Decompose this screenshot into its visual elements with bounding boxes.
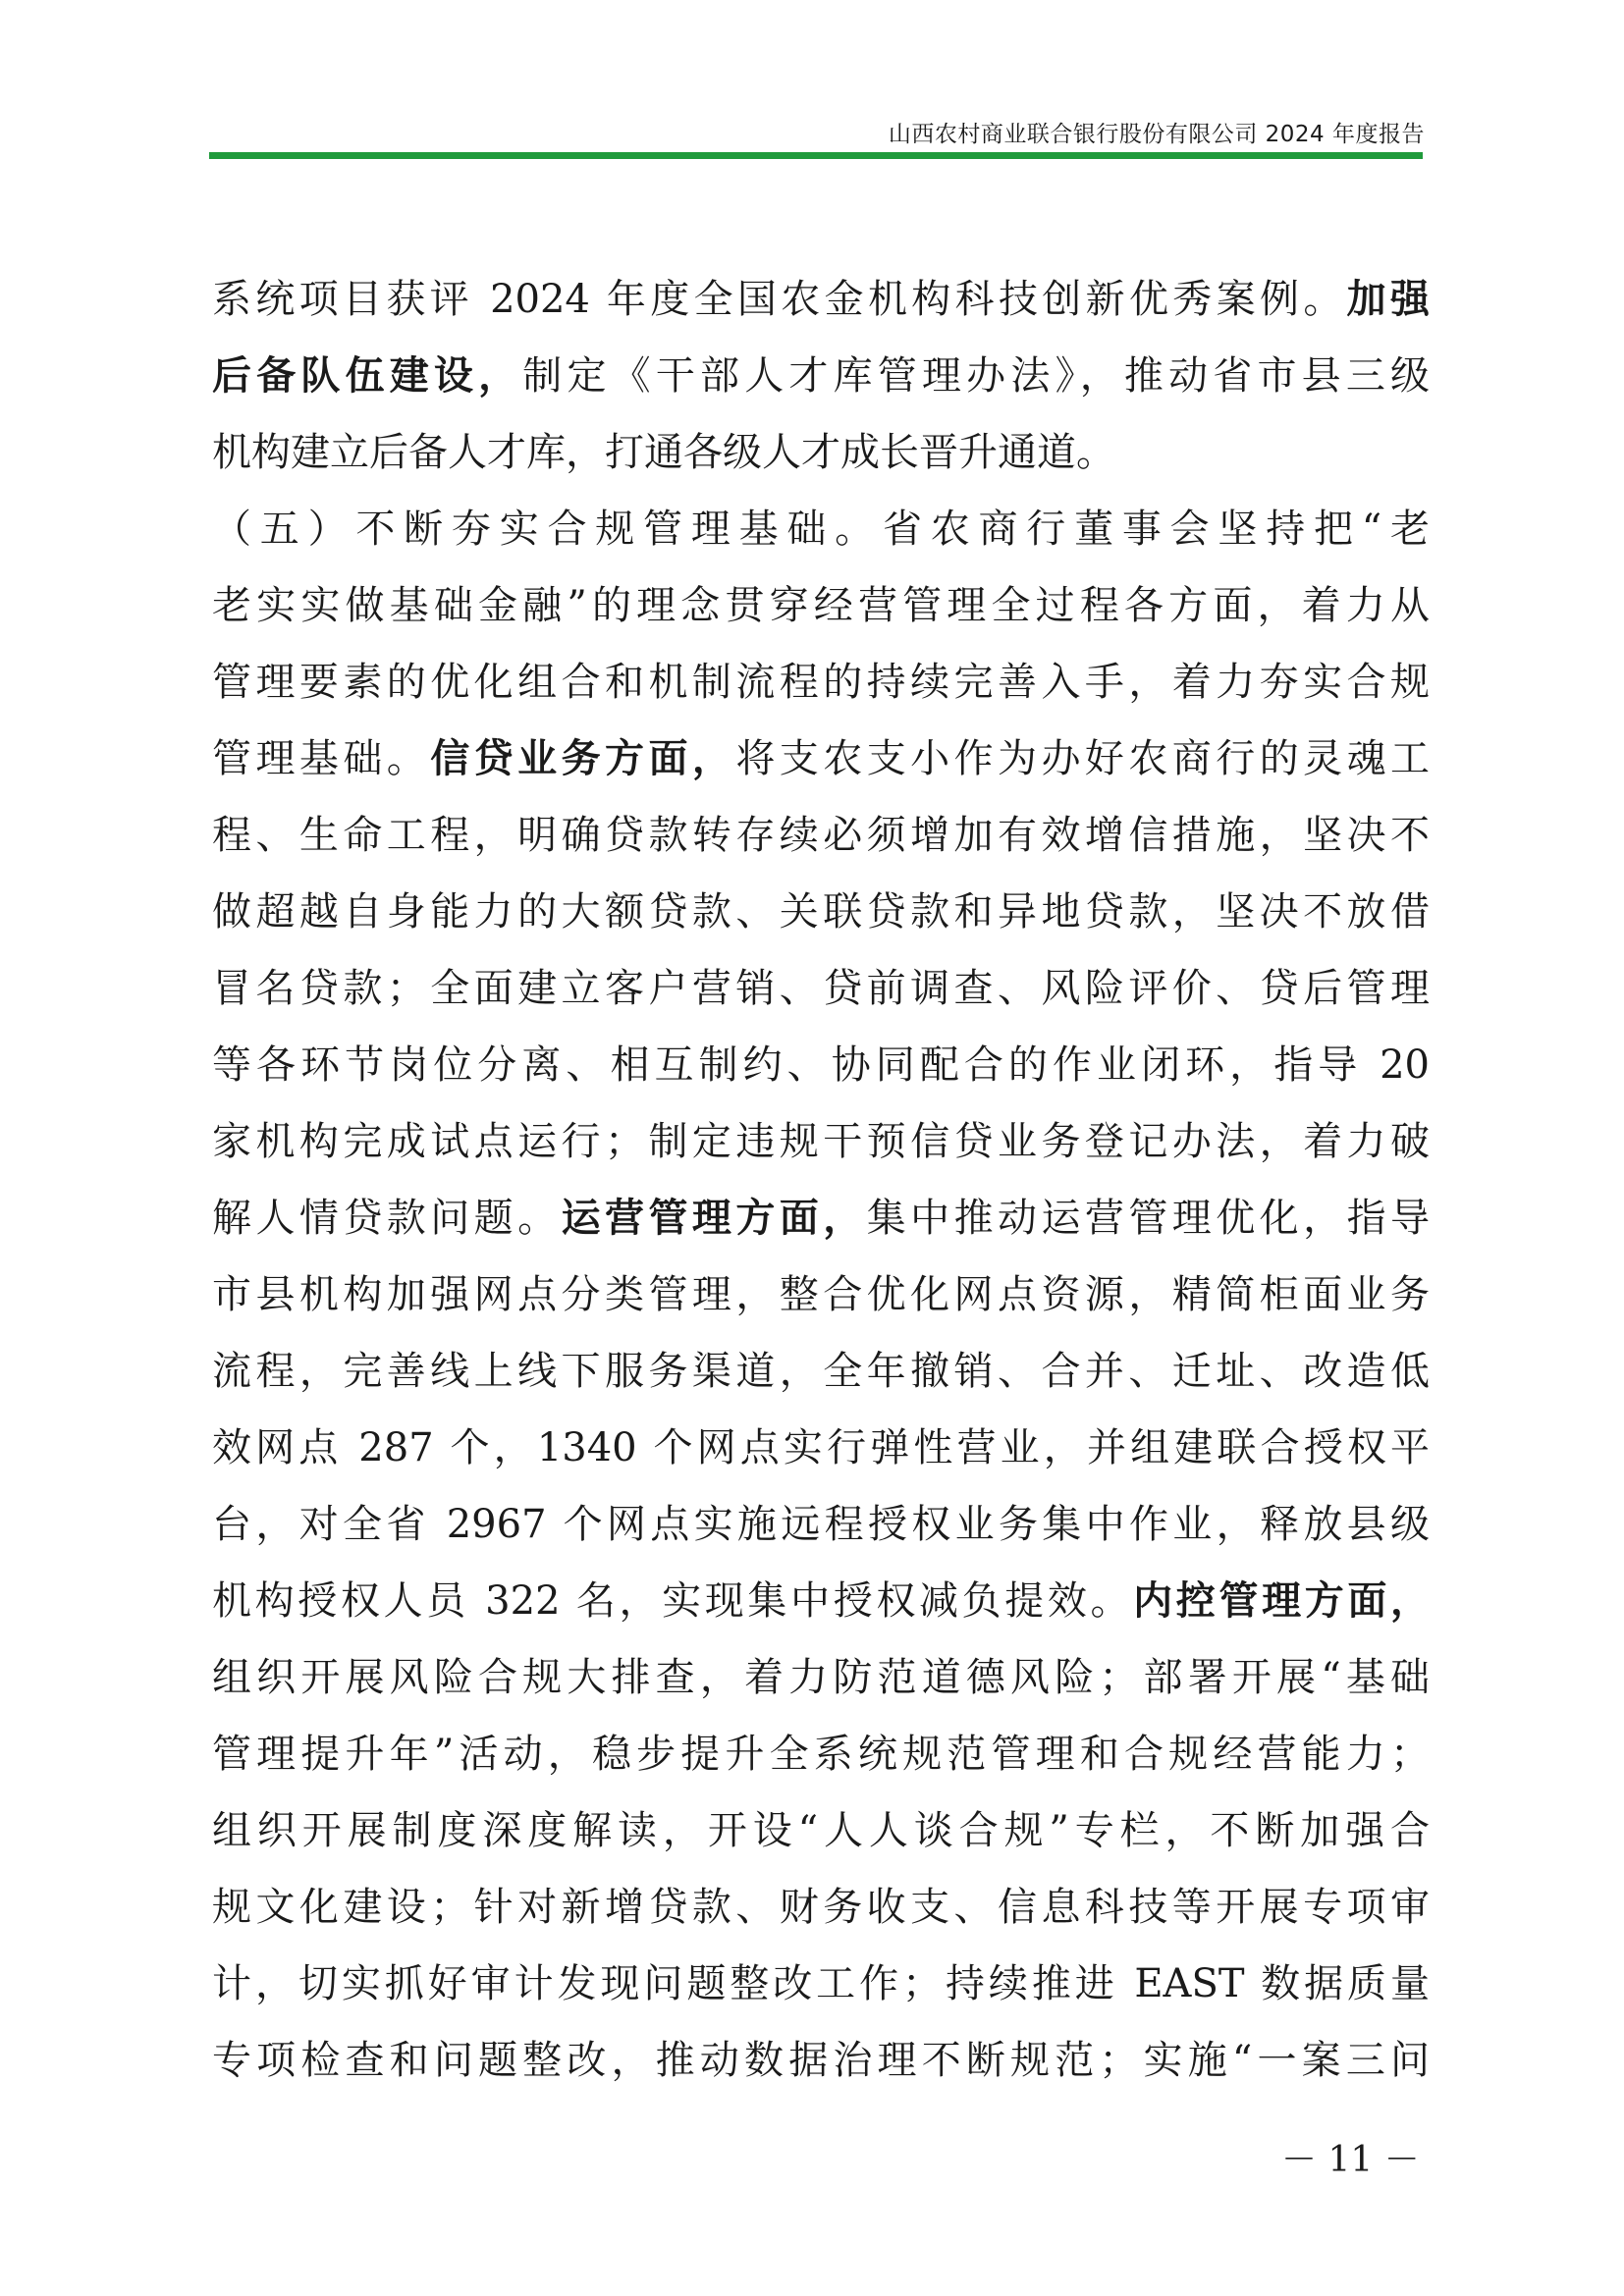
text-line xyxy=(212,567,1430,644)
text-line xyxy=(212,1027,1430,1103)
text-line xyxy=(212,1103,1430,1180)
text-segment: 管理要素的优化组合和机制流程的持续完善入手，着力夯实合规 xyxy=(212,660,1430,705)
text-segment: 家机构完成试点运行；制定违规干预信贷业务登记办法，着力破 xyxy=(212,1119,1430,1164)
text-line xyxy=(212,1333,1430,1410)
text-line xyxy=(212,1869,1430,1946)
bold-heading-segment: 后备队伍建设， xyxy=(212,353,523,399)
text-line xyxy=(212,1946,1430,2022)
header-divider xyxy=(209,152,1423,159)
text-line xyxy=(212,721,1430,797)
text-segment: 程、生命工程，明确贷款转存续必须增加有效增信措施，坚决不 xyxy=(212,813,1430,858)
text-line xyxy=(212,1563,1430,1639)
bold-heading-segment: 加强 xyxy=(1346,277,1430,322)
text-segment: 效网点 287 个，1340 个网点实行弹性营业，并组建联合授权平 xyxy=(212,1425,1430,1470)
bold-heading-segment: 运营管理方面， xyxy=(561,1196,867,1241)
text-segment: 规文化建设；针对新增贷款、财务收支、信息科技等开展专项审 xyxy=(212,1885,1430,1930)
text-segment: 等各环节岗位分离、相互制约、协同配合的作业闭环，指导 20 xyxy=(212,1042,1430,1088)
text-line xyxy=(212,950,1430,1027)
text-segment: 系统项目获评 2024 年度全国农金机构科技创新优秀案例。 xyxy=(212,277,1347,322)
report-header-title: 山西农村商业联合银行股份有限公司 2024 年度报告 xyxy=(888,122,1425,147)
text-line xyxy=(212,797,1430,874)
text-segment: 流程，完善线上线下服务渠道，全年撤销、合并、迁址、改造低 xyxy=(212,1349,1430,1394)
text-segment: 机构建立后备人才库，打通各级人才成长晋升通道。 xyxy=(212,430,1115,475)
text-line xyxy=(212,1410,1430,1486)
text-segment: 老实实做基础金融”的理念贯穿经营管理全过程各方面，着力从 xyxy=(212,583,1430,628)
text-segment: 冒名贷款；全面建立客户营销、贷前调查、风险评价、贷后管理 xyxy=(212,966,1430,1011)
text-line xyxy=(212,1256,1430,1333)
body-text xyxy=(212,261,1430,2099)
text-line xyxy=(212,338,1430,414)
text-segment: 组织开展风险合规大排查，着力防范道德风险；部署开展“基础 xyxy=(212,1655,1430,1700)
text-line xyxy=(212,1486,1430,1563)
text-line xyxy=(212,414,1430,491)
text-segment: 计，切实抓好审计发现问题整改工作；持续推进 EAST 数据质量 xyxy=(212,1961,1430,2006)
text-line xyxy=(212,491,1430,567)
text-segment: （五）不断夯实合规管理基础。省农商行董事会坚持把“老 xyxy=(212,507,1430,552)
text-segment: 制定《干部人才库管理办法》，推动省市县三级 xyxy=(522,353,1430,399)
text-line xyxy=(212,1639,1430,1716)
page-number: － 11 － xyxy=(1281,2140,1420,2180)
text-segment: 将支农支小作为办好农商行的灵魂工 xyxy=(735,736,1430,781)
text-segment: 管理提升年”活动，稳步提升全系统规范管理和合规经营能力； xyxy=(212,1732,1430,1777)
text-segment: 管理基础。 xyxy=(212,736,431,781)
text-segment: 市县机构加强网点分类管理，整合优化网点资源，精简柜面业务 xyxy=(212,1272,1430,1317)
text-segment: 台，对全省 2967 个网点实施远程授权业务集中作业，释放县级 xyxy=(212,1502,1430,1547)
text-line xyxy=(212,644,1430,721)
text-segment: 做超越自身能力的大额贷款、关联贷款和异地贷款，坚决不放借 xyxy=(212,889,1430,934)
text-line xyxy=(212,1716,1430,1792)
bold-heading-segment: 内控管理方面， xyxy=(1133,1578,1430,1624)
text-line xyxy=(212,1180,1430,1256)
text-segment: 专项检查和问题整改，推动数据治理不断规范；实施“一案三问 xyxy=(212,2038,1430,2083)
bold-heading-segment: 信贷业务方面， xyxy=(430,736,736,781)
text-segment: 解人情贷款问题。 xyxy=(212,1196,562,1241)
text-segment: 机构授权人员 322 名，实现集中授权减负提效。 xyxy=(212,1578,1134,1624)
text-line xyxy=(212,1792,1430,1869)
text-segment: 集中推动运营管理优化，指导 xyxy=(866,1196,1430,1241)
text-line xyxy=(212,2022,1430,2099)
text-segment: 组织开展制度深度解读，开设“人人谈合规”专栏，不断加强合 xyxy=(212,1808,1430,1853)
text-line xyxy=(212,874,1430,950)
text-line xyxy=(212,261,1430,338)
